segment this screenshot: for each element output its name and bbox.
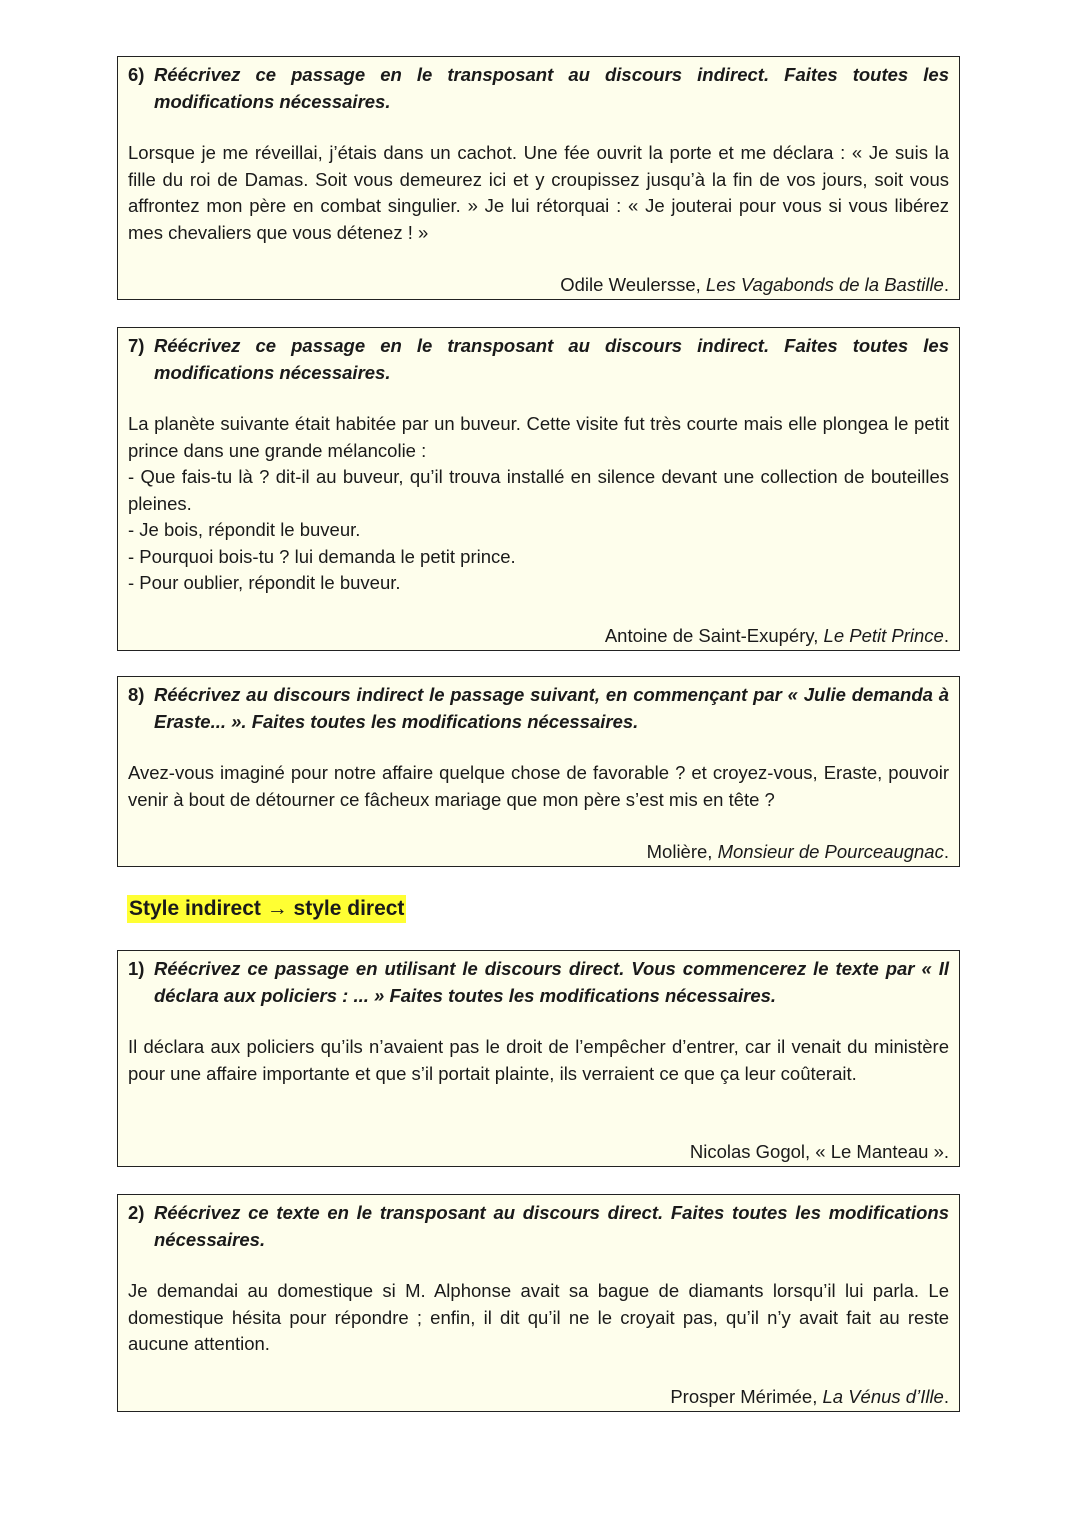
exercise-text: La planète suivante était habitée par un buveur. Cette visite fut très courte mais elle plongea le petit prince dans une grande mélancolie : - Que fais-tu là ? dit-il au buveur, qu’il trouva installé en silence devant une collection de bouteilles pleines. - Je bois, répondit le buveur. - Pourquoi bois-tu ? lui demanda le petit prince. - Pour oublier, répondit le buveur. (128, 413, 949, 593)
exercise-source: Odile Weulersse, Les Vagabonds de la Bastille. (560, 274, 949, 295)
exercise-box-6 (117, 56, 960, 300)
exercise-instruction: 6) Réécrivez ce passage en le transposant au discours indirect. Faites toutes les modifications nécessaires. (128, 64, 949, 112)
exercise-text: Il déclara aux policiers qu’ils n’avaient pas le droit de l’empêcher d’entrer, car il venait du ministère pour une affaire importante et que s’il portait plainte, ils verraient ce que ça leur coûterait. (128, 1036, 949, 1084)
exercise-box-direct-2 (117, 1194, 960, 1412)
exercise-text: Avez-vous imaginé pour notre affaire quelque chose de favorable ? et croyez-vous, Eraste, pouvoir venir à bout de détourner ce fâcheux mariage que mon père s’est mis en tête ? (128, 762, 949, 810)
exercise-source: Nicolas Gogol, « Le Manteau ». (689, 1141, 949, 1162)
exercise-instruction: 1) Réécrivez ce passage en utilisant le discours direct. Vous commencerez le texte par « Il déclara aux policiers : ... » Faites toutes les modifications nécessaires. (128, 958, 949, 1006)
exercise-source: Molière, Monsieur de Pourceaugnac. (646, 841, 949, 862)
exercise-instruction: 7) Réécrivez ce passage en le transposant au discours indirect. Faites toutes les modifications nécessaires. (128, 335, 949, 383)
exercise-source: Prosper Mérimée, La Vénus d’Ille. (670, 1386, 949, 1407)
exercise-text: Je demandai au domestique si M. Alphonse avait sa bague de diamants lorsqu’il lui parla. Le domestique hésita pour répondre ; enfin, il dit qu’il ne le croyait pas, qu’il n’y avait fait au reste aucune attention. (128, 1280, 949, 1354)
section-title: Style indirect → style direct (127, 895, 406, 923)
exercise-box-7 (117, 327, 960, 651)
exercise-box-8 (117, 676, 960, 867)
exercise-instruction: 2) Réécrivez ce texte en le transposant au discours direct. Faites toutes les modifications nécessaires. (128, 1202, 949, 1250)
exercise-instruction: 8) Réécrivez au discours indirect le passage suivant, en commençant par « Julie demanda à Eraste... ». Faites toutes les modifications nécessaires. (128, 684, 949, 732)
exercise-text: Lorsque je me réveillai, j’étais dans un cachot. Une fée ouvrit la porte et me déclara : « Je suis la fille du roi de Damas. Soit vous demeurez ici et y croupissez jusqu’à la fin de vos jours, soit vous affrontez mon père en combat singulier. » Je lui rétorquai : « Je jouterai pour vous si vous libérez mes chevaliers que vous détenez ! » (128, 142, 949, 243)
exercise-source: Antoine de Saint-Exupéry, Le Petit Prince. (604, 625, 949, 646)
exercise-box-direct-1 (117, 950, 960, 1167)
